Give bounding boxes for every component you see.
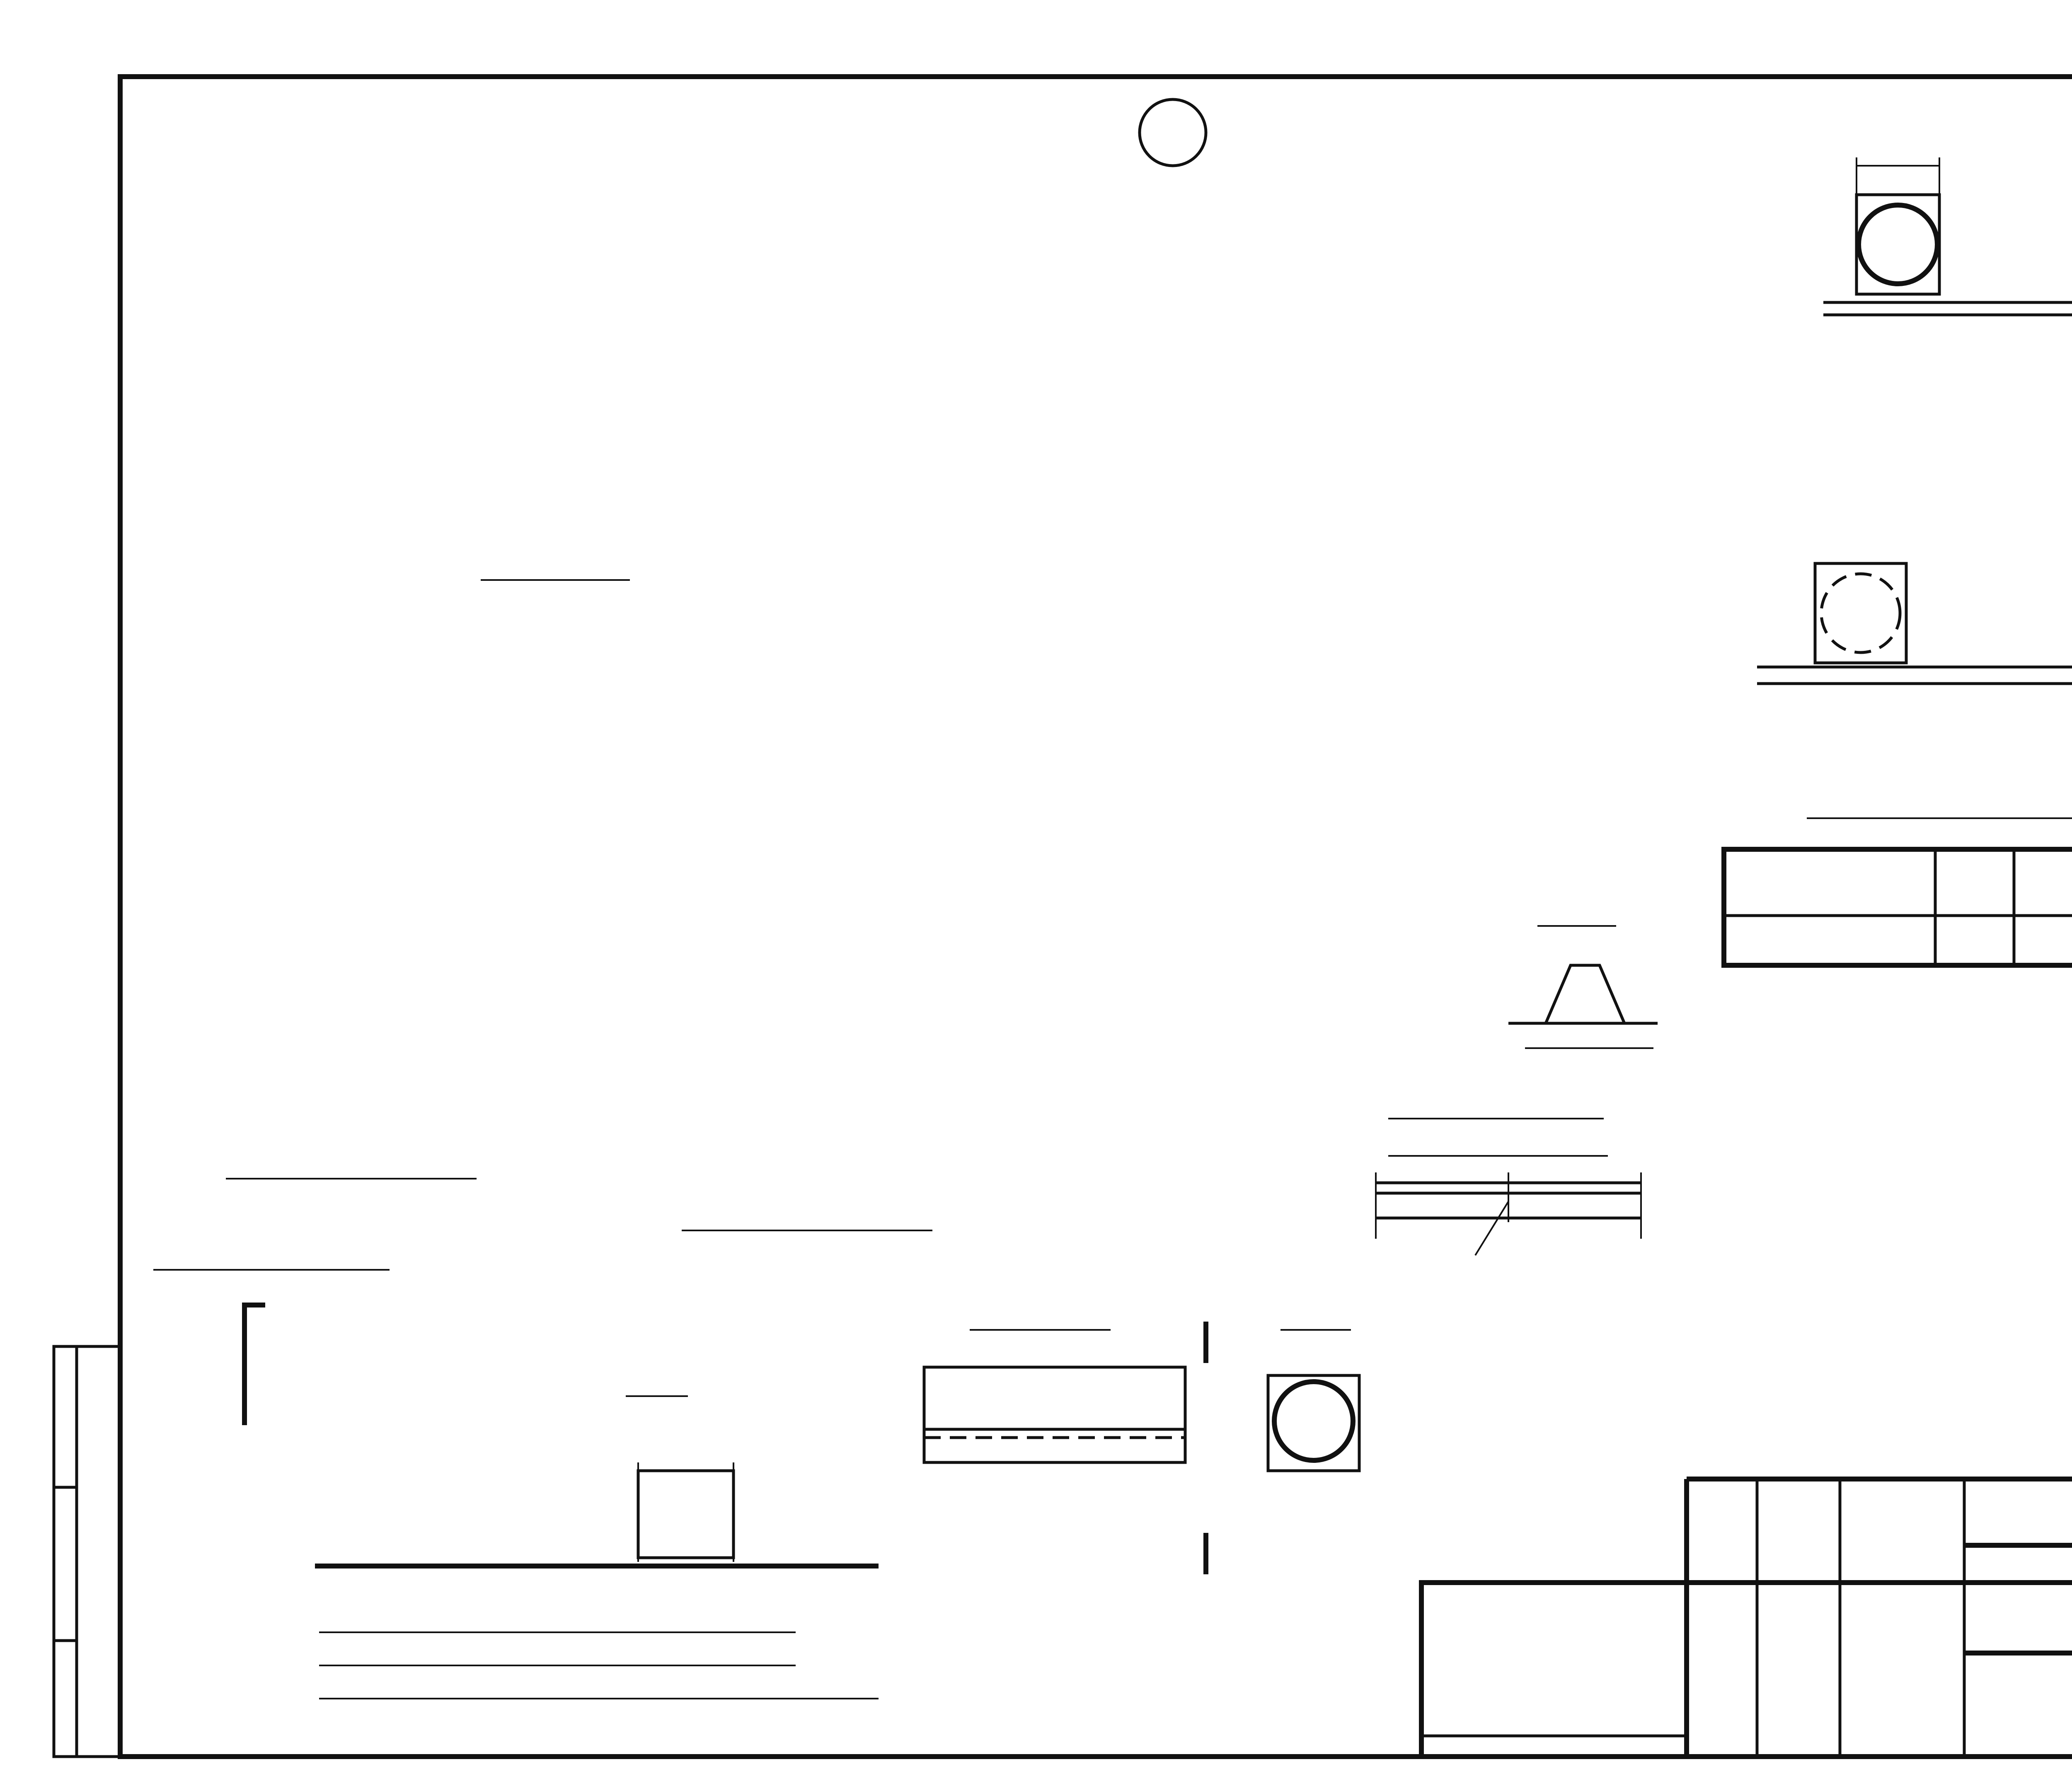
weight-280kg (924, 1330, 1185, 1462)
roof-plan-view (226, 99, 1206, 1230)
section-3-3 (1757, 563, 2072, 684)
section-a-a (1508, 926, 1658, 1048)
view-marker (1140, 99, 1206, 166)
section-4-4 (1206, 1322, 1359, 1574)
section-2-2 (1823, 157, 2072, 315)
weights-table (1724, 818, 2072, 965)
rib-section (153, 1270, 390, 1425)
section-1-1 (315, 1396, 879, 1699)
title-block (1421, 1479, 2072, 1757)
left-margin-stamp (54, 1346, 120, 1757)
montage-joint (1376, 1119, 1641, 1255)
